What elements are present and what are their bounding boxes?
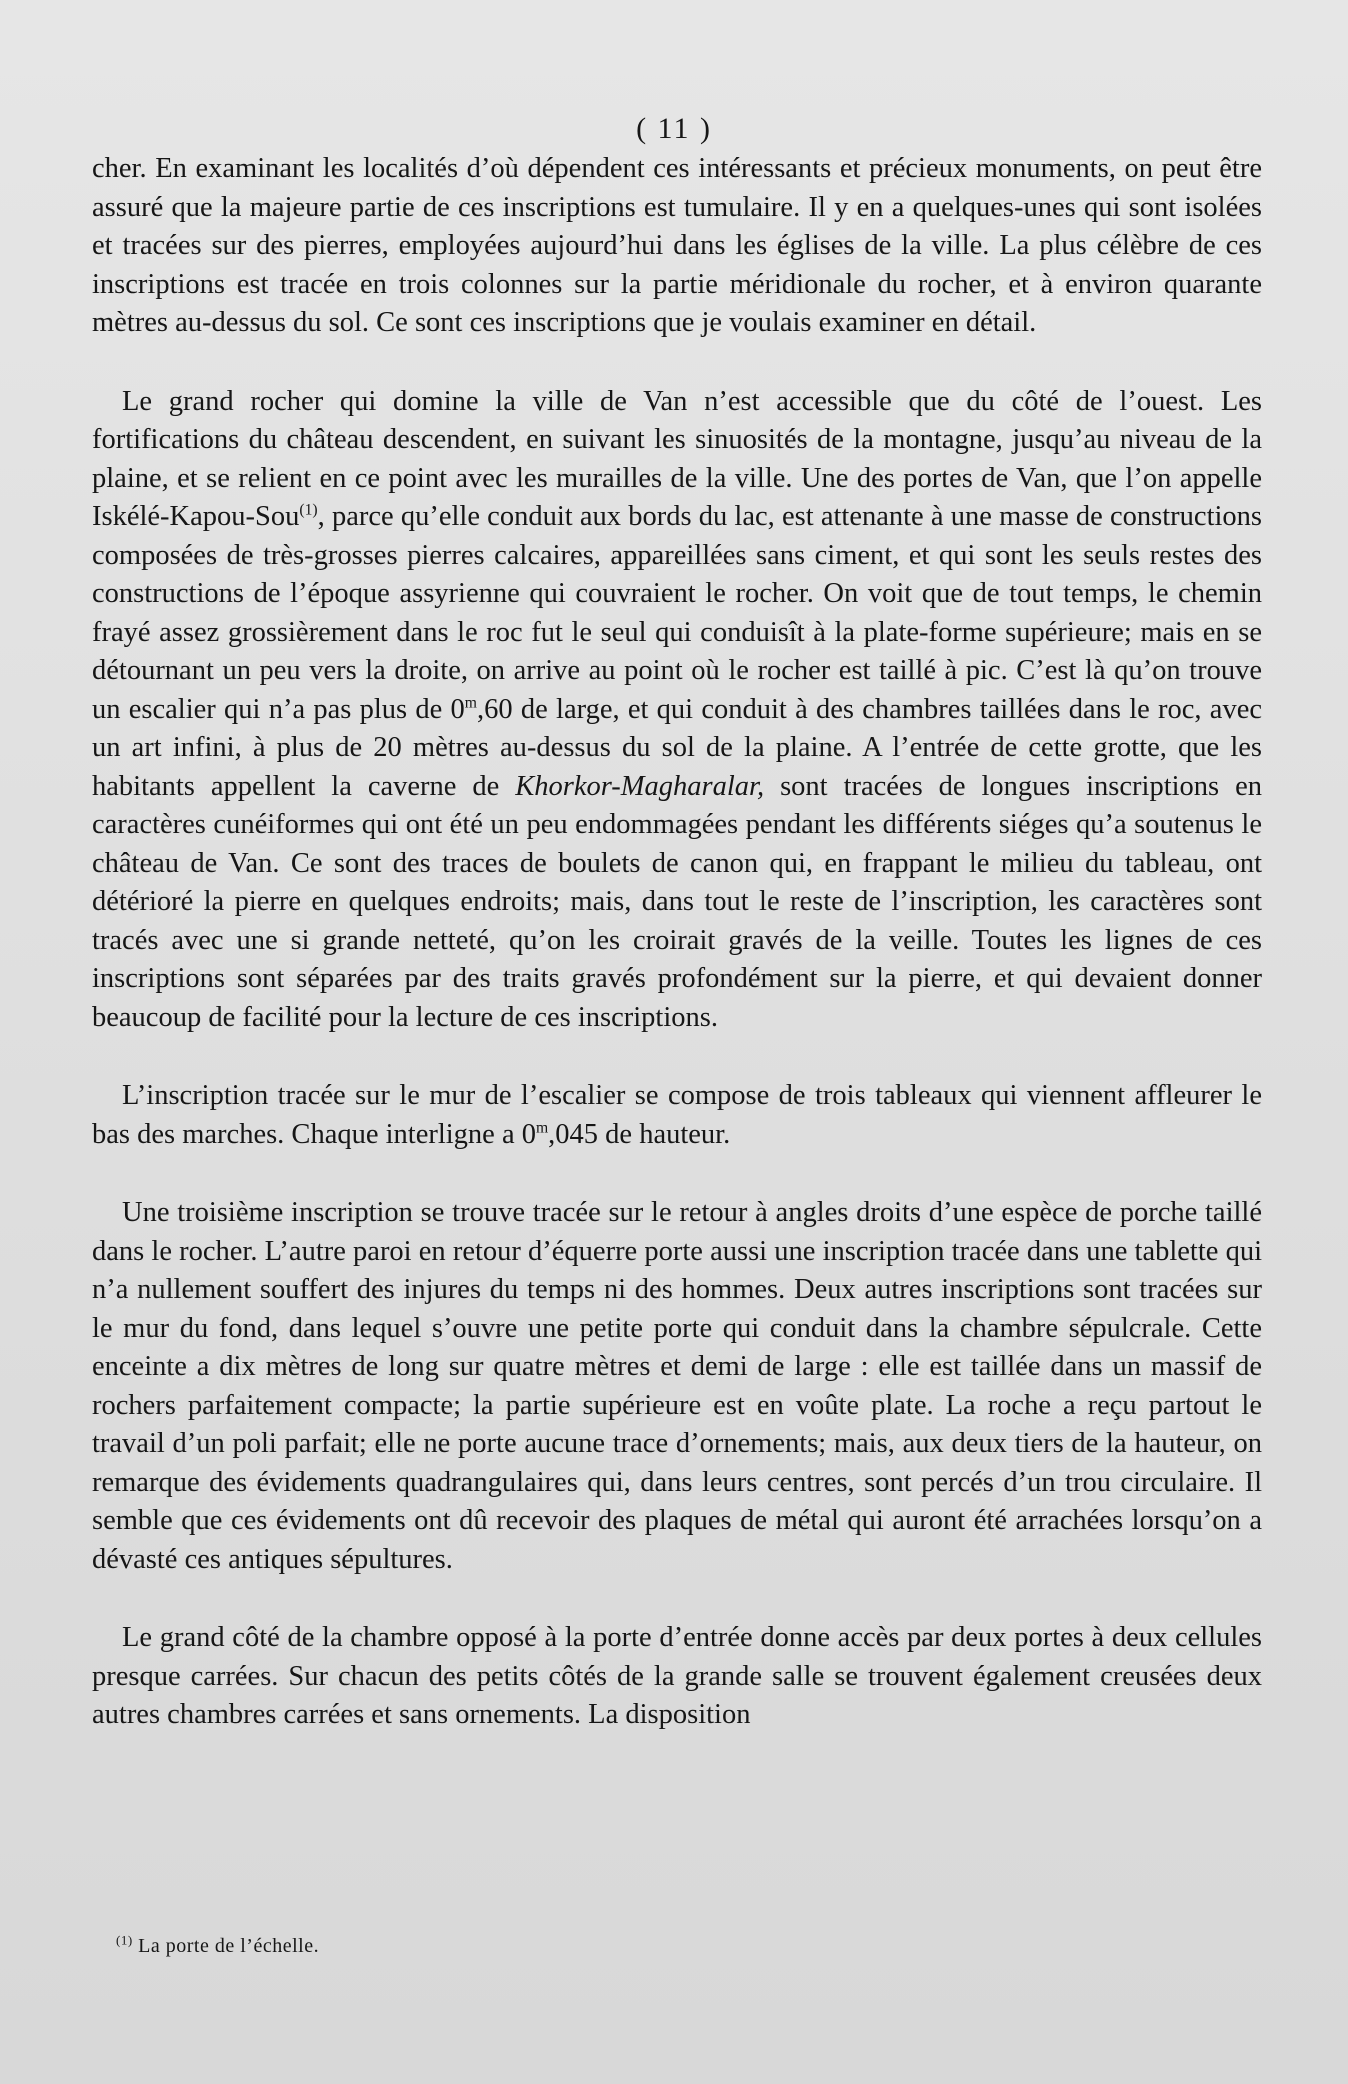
footnote-marker: (1)	[116, 1932, 133, 1948]
paragraph-2	[92, 383, 1262, 1038]
paragraph-1	[92, 150, 1262, 343]
paragraph-3	[92, 1077, 1262, 1154]
text-span: ,60 de large, et qui conduit à des chambres taillées dans le roc, avec un art infini, à plus de 20 mètres au-dessus du sol de la plaine. A l’entrée de cette grotte, que les habitants appellent la caverne de	[92, 693, 1262, 802]
text-span: L’inscription tracée sur le mur de l’escalier se compose de trois tableaux qui viennent affleurer le bas des marches. Chaque interligne a 0	[92, 1080, 1262, 1150]
footnote	[116, 1932, 320, 1958]
paragraph-5	[92, 1619, 1262, 1735]
body-text	[92, 150, 1262, 1735]
text-span: Une troisième inscription se trouve tracée sur le retour à angles droits d’une espèce de porche taillé dans le rocher. L’autre paroi en retour d’équerre porte aussi une inscription tracée dans une tablette qui n’a nullement souffert des injures du temps ni des hommes. Deux autres inscriptions sont tracées sur le mur du fond, dans lequel s’ouvre une petite porte qui conduit dans la chambre sépulcrale. Cette enceinte a dix mètres de long sur quatre mètres et demi de large : elle est taillée dans un massif de rochers parfaitement compacte; la partie supérieure est en voûte plate. La roche a reçu partout le travail d’un poli parfait; elle ne porte aucune trace d’ornements; mais, aux deux tiers de la hauteur, on remarque des évidements quadrangulaires qui, dans leurs centres, sont percés d’un trou circulaire. Il semble que ces évidements ont dû recevoir des plaques de métal qui auront été arrachées lorsqu’on a dévasté ces antiques sépultures.	[92, 1197, 1262, 1575]
text-span: cher. En examinant les localités d’où dépendent ces intéressants et précieux monuments, on peut être assuré que la majeure partie de ces inscriptions est tumulaire. Il y en a quelques-unes qui sont isolées et tracées sur des pierres, employées aujourd’hui dans les églises de la ville. La plus célèbre de ces inscriptions est tracée en trois colonnes sur la partie méridionale du rocher, et à environ quarante mètres au-dessus du sol. Ce sont ces inscriptions que je voulais examiner en détail.	[92, 153, 1262, 338]
text-span: sont tracées de longues inscriptions en caractères cunéiformes qui ont été un peu endommagées pendant les différents siéges qu’a soutenus le château de Van. Ce sont des traces de boulets de canon qui, en frappant le milieu du tableau, ont détérioré la pierre en quelques endroits; mais, dans tout le reste de l’inscription, les caractères sont tracés avec une si grande netteté, qu’on les croirait gravés de la veille. Toutes les lignes de ces inscriptions sont séparées par des traits gravés profondément sur la pierre, et qui devaient donner beaucoup de facilité pour la lecture de ces inscriptions.	[92, 770, 1263, 1033]
footnote-reference: (1)	[299, 501, 318, 519]
text-span: ,045 de hauteur.	[548, 1118, 731, 1150]
text-span: , parce qu’elle conduit aux bords du lac, est attenante à une masse de constructions composées de très-grosses pierres calcaires, appareillées sans ciment, et qui sont les seuls restes des constructions de l’époque assyrienne qui couvraient le rocher. On voit que de tout temps, le chemin frayé assez grossièrement dans le roc fut le seul qui conduisît à la plate-forme supérieure; mais en se détournant un peu vers la droite, on arrive au point où le rocher est taillé à pic. C’est là qu’on trouve un escalier qui n’a pas plus de 0	[92, 501, 1262, 725]
unit-superscript: m	[464, 694, 477, 711]
footnote-text: La porte de l’échelle.	[138, 1935, 320, 1957]
page-number: ( 11 )	[636, 112, 712, 145]
unit-superscript: m	[535, 1119, 549, 1136]
text-span: Le grand rocher qui domine la ville de Van n’est accessible que du côté de l’ouest. Les fortifications du château descendent, en suivant les sinuosités de la montagne, jusqu’au niveau de la plaine, et se relient en ce point avec les murailles de la ville. Une des portes de Van, que l’on appelle Iskélé-Kapou-Sou	[92, 385, 1262, 532]
paragraph-4	[92, 1194, 1262, 1579]
italic-place-name: Khorkor-Magharalar,	[515, 770, 765, 802]
text-span: Le grand côté de la chambre opposé à la porte d’entrée donne accès par deux portes à deux cellules presque carrées. Sur chacun des petits côtés de la grande salle se trouvent également creusées deux autres chambres carrées et sans ornements. La disposition	[92, 1622, 1262, 1730]
